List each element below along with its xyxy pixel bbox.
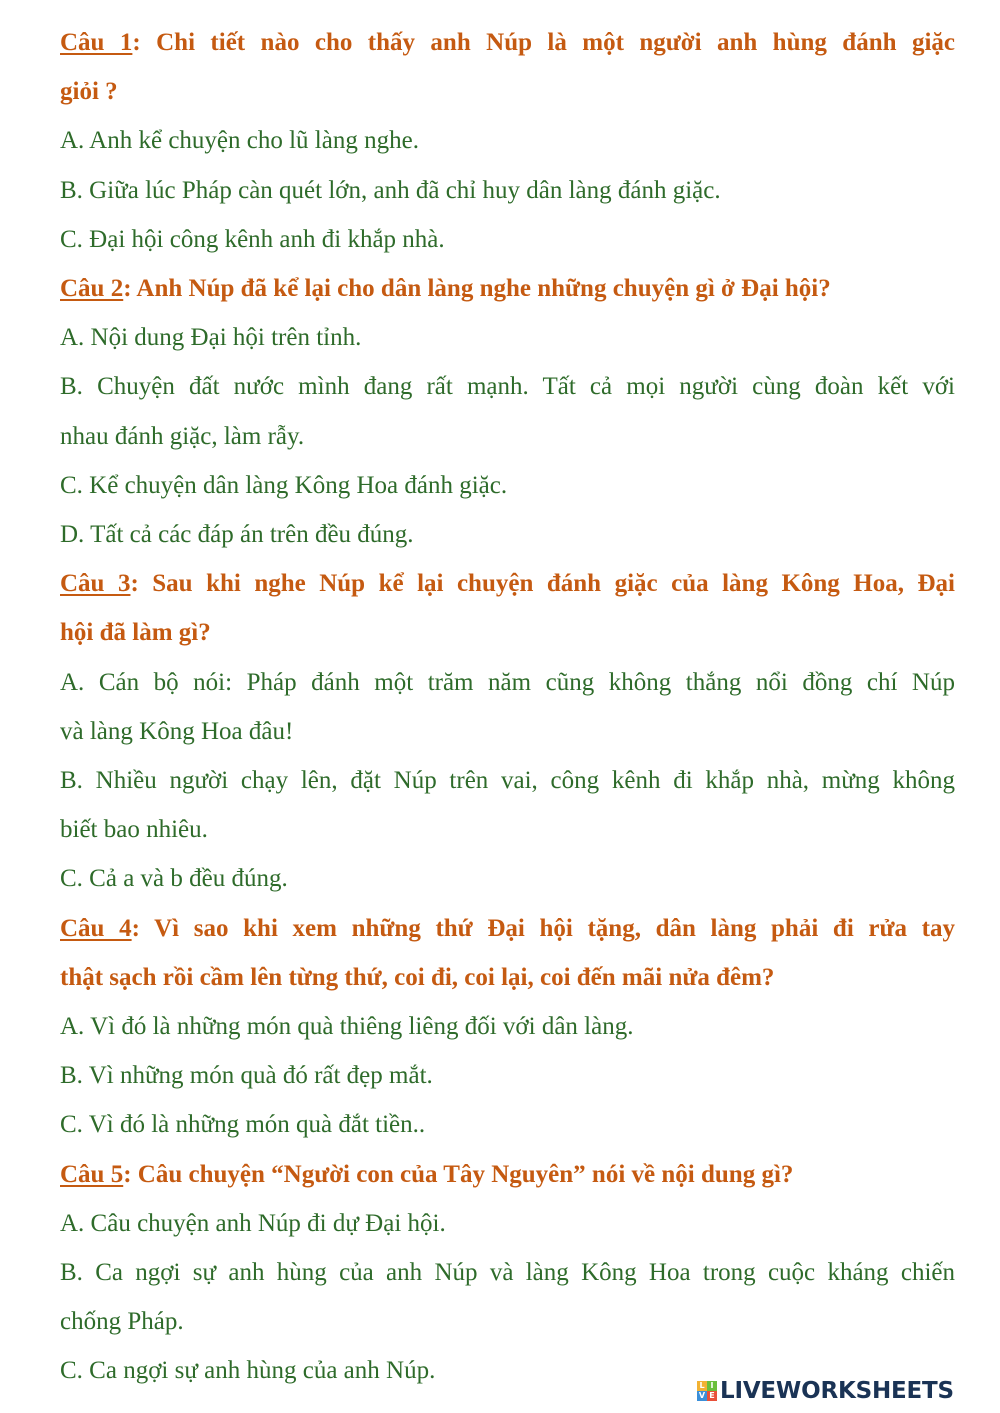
answer-option-b[interactable]: B. Giữa lúc Pháp càn quét lớn, anh đã chỉ huy dân làng đánh giặc. — [60, 176, 721, 204]
logo-tile: E — [707, 1391, 717, 1401]
liveworksheets-logo-icon — [697, 1381, 717, 1401]
answer-option-b-line-1: B. Nhiều người chạy lên, đặt Núp trên vai, công kênh đi khắp nhà, mừng không — [60, 767, 955, 795]
answer-option-b[interactable]: B. Vì những món quà đó rất đẹp mắt. — [60, 1062, 433, 1090]
question-5 — [60, 1150, 955, 1396]
answer-option-b-line-2: biết bao nhiêu. — [60, 816, 208, 844]
answer-option-d[interactable]: D. Tất cả các đáp án trên đều đúng. — [60, 521, 414, 549]
answer-option-b-line-1: B. Ca ngợi sự anh hùng của anh Núp và làng Kông Hoa trong cuộc kháng chiến — [60, 1259, 955, 1287]
answer-option-a[interactable]: A. Anh kể chuyện cho lũ làng nghe. — [60, 127, 419, 155]
question-3 — [60, 559, 955, 903]
question-text-continued: thật sạch rồi cầm lên từng thứ, coi đi, coi lại, coi đến mãi nửa đêm? — [60, 963, 775, 991]
question-2 — [60, 264, 955, 559]
question-text: Câu 2: Anh Núp đã kể lại cho dân làng nghe những chuyện gì ở Đại hội? — [60, 275, 831, 303]
liveworksheets-logo — [697, 1376, 997, 1406]
question-text: Câu 3: Sau khi nghe Núp kể lại chuyện đánh giặc của làng Kông Hoa, Đại — [60, 570, 955, 598]
question-text: Câu 4: Vì sao khi xem những thứ Đại hội tặng, dân làng phải đi rửa tay — [60, 914, 955, 942]
logo-tile: I — [707, 1381, 717, 1391]
answer-option-c[interactable]: C. Kể chuyện dân làng Kông Hoa đánh giặc. — [60, 471, 508, 499]
answer-option-c[interactable]: C. Vì đó là những món quà đắt tiền.. — [60, 1111, 426, 1139]
question-1 — [60, 18, 955, 264]
answer-option-a-line-2: và làng Kông Hoa đâu! — [60, 717, 294, 745]
liveworksheets-logo-text: LIVEWORKSHEETS — [720, 1378, 954, 1404]
answer-option-a[interactable] — [60, 658, 955, 756]
answer-option-a[interactable]: A. Vì đó là những món quà thiêng liêng đối với dân làng. — [60, 1013, 634, 1041]
answer-option-a[interactable]: A. Nội dung Đại hội trên tỉnh. — [60, 324, 362, 352]
answer-option-b[interactable] — [60, 1248, 955, 1346]
question-text-continued: hội đã làm gì? — [60, 619, 211, 647]
answer-option-b-line-1: B. Chuyện đất nước mình đang rất mạnh. Tất cả mọi người cùng đoàn kết với — [60, 373, 955, 401]
answer-option-c[interactable]: C. Cả a và b đều đúng. — [60, 865, 288, 893]
question-text-continued: giỏi ? — [60, 78, 118, 106]
question-text: Câu 5: Câu chuyện “Người con của Tây Nguyên” nói về nội dung gì? — [60, 1160, 794, 1188]
question-number: Câu 5 — [60, 1160, 124, 1188]
question-number: Câu 4 — [60, 914, 132, 942]
question-number: Câu 3 — [60, 570, 131, 598]
logo-tile: L — [697, 1381, 707, 1391]
question-number: Câu 2 — [60, 275, 124, 303]
answer-option-b-line-2: nhau đánh giặc, làm rẫy. — [60, 422, 305, 450]
question-4 — [60, 904, 955, 1150]
answer-option-b[interactable] — [60, 756, 955, 854]
question-number: Câu 1 — [60, 29, 133, 56]
answer-option-c[interactable]: C. Đại hội công kênh anh đi khắp nhà. — [60, 225, 445, 253]
answer-option-c[interactable]: C. Ca ngợi sự anh hùng của anh Núp. — [60, 1357, 436, 1385]
question-text: Câu 1: Chi tiết nào cho thấy anh Núp là một người anh hùng đánh giặc — [60, 29, 955, 56]
worksheet — [60, 18, 955, 1396]
answer-option-b[interactable] — [60, 362, 955, 460]
answer-option-b-line-2: chống Pháp. — [60, 1308, 184, 1336]
logo-tile: V — [698, 1391, 706, 1400]
answer-option-a[interactable]: A. Câu chuyện anh Núp đi dự Đại hội. — [60, 1209, 446, 1237]
answer-option-a-line-1: A. Cán bộ nói: Pháp đánh một trăm năm cũng không thắng nổi đồng chí Núp — [60, 668, 955, 696]
